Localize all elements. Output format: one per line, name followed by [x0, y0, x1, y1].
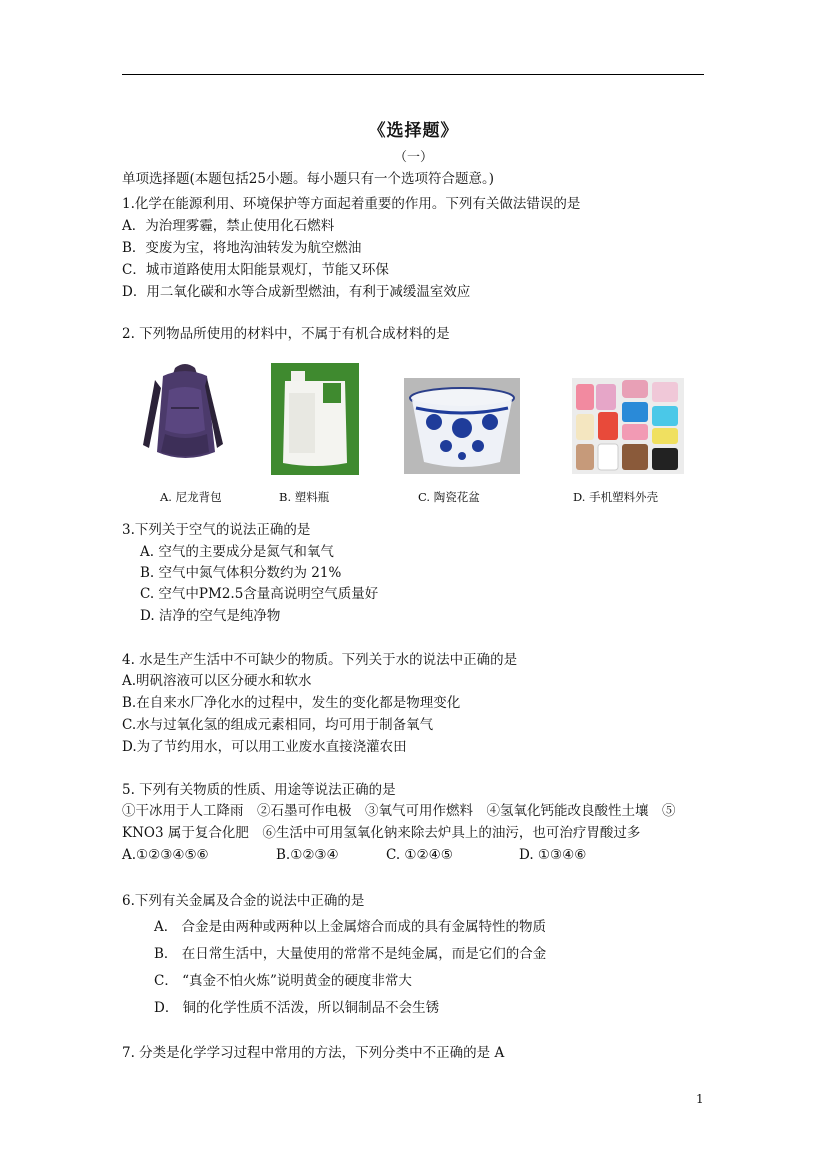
- q6-stem: 6.下列有关金属及合金的说法中正确的是: [122, 893, 365, 909]
- q3-option-d: D. 洁净的空气是纯净物: [140, 608, 281, 624]
- q6-option-b: B． 在日常生活中，大量使用的常常不是纯金属，而是它们的合金: [154, 946, 547, 962]
- instructions: 单项选择题(本题包括25小题。每小题只有一个选项符合题意。): [122, 171, 494, 187]
- q5-statements-line1: ①干冰用于人工降雨 ②石墨可作电极 ③氧气可用作燃料 ④氢氧化钙能改良酸性土壤 ⑤: [122, 803, 676, 819]
- q6-option-c: C． “真金不怕火炼”说明黄金的硬度非常大: [154, 973, 412, 989]
- phone-cases-image: [572, 378, 684, 474]
- q2-caption-b: B. 塑料瓶: [279, 490, 330, 504]
- document-title: 《选择题》: [368, 121, 459, 141]
- q5-option-d: D. ①③④⑥: [519, 847, 587, 863]
- q2-stem: 2. 下列物品所使用的材料中，不属于有机合成材料的是: [122, 326, 450, 342]
- q4-option-a: A.明矾溶液可以区分硬水和软水: [122, 673, 312, 689]
- plastic-bottle-image: [271, 363, 359, 475]
- q5-option-c: C. ①②④⑤: [386, 847, 453, 863]
- q4-option-b: B.在自来水厂净化水的过程中，发生的变化都是物理变化: [122, 695, 461, 711]
- q3-stem: 3.下列关于空气的说法正确的是: [122, 522, 311, 538]
- q5-option-a: A.①②③④⑤⑥: [122, 847, 209, 863]
- q3-option-b: B. 空气中氮气体积分数约为 21%: [140, 565, 342, 581]
- q5-option-b: B.①②③④: [276, 847, 339, 863]
- q3-option-a: A. 空气的主要成分是氮气和氧气: [140, 544, 334, 560]
- q7-stem: 7. 分类是化学学习过程中常用的方法，下列分类中不正确的是 A: [122, 1045, 505, 1061]
- q3-option-c: C. 空气中PM2.5含量高说明空气质量好: [140, 586, 379, 602]
- q1-stem: 1.化学在能源利用、环境保护等方面起着重要的作用。下列有关做法错误的是: [122, 196, 581, 212]
- q2-caption-c: C. 陶瓷花盆: [418, 490, 480, 504]
- q4-option-d: D.为了节约用水，可以用工业废水直接浇灌农田: [122, 739, 407, 755]
- q5-statements-line2: KNO3 属于复合化肥 ⑥生活中可用氢氧化钠来除去炉具上的油污，也可治疗胃酸过多: [122, 825, 641, 841]
- q1-option-c: C．城市道路使用太阳能景观灯，节能又环保: [122, 262, 389, 278]
- ceramic-flowerpot-image: [404, 378, 520, 474]
- q2-caption-a: A. 尼龙背包: [160, 490, 222, 504]
- q1-option-a: A．为治理雾霾，禁止使用化石燃料: [122, 218, 335, 234]
- nylon-backpack-image: [135, 360, 235, 470]
- page-number: 1: [696, 1092, 704, 1106]
- section-number: （一）: [393, 150, 433, 165]
- q1-option-b: B．变废为宝，将地沟油转发为航空燃油: [122, 240, 362, 256]
- q4-stem: 4. 水是生产生活中不可缺少的物质。下列关于水的说法中正确的是: [122, 652, 518, 668]
- q1-option-d: D．用二氧化碳和水等合成新型燃油，有利于减缓温室效应: [122, 284, 471, 300]
- header-rule: [122, 74, 704, 75]
- q5-stem: 5. 下列有关物质的性质、用途等说法正确的是: [122, 782, 396, 798]
- q4-option-c: C.水与过氧化氢的组成元素相同，均可用于制备氧气: [122, 717, 434, 733]
- q2-caption-d: D. 手机塑料外壳: [573, 490, 659, 504]
- q6-option-d: D． 铜的化学性质不活泼，所以铜制品不会生锈: [154, 1000, 440, 1016]
- q6-option-a: A． 合金是由两种或两种以上金属熔合而成的具有金属特性的物质: [154, 919, 547, 935]
